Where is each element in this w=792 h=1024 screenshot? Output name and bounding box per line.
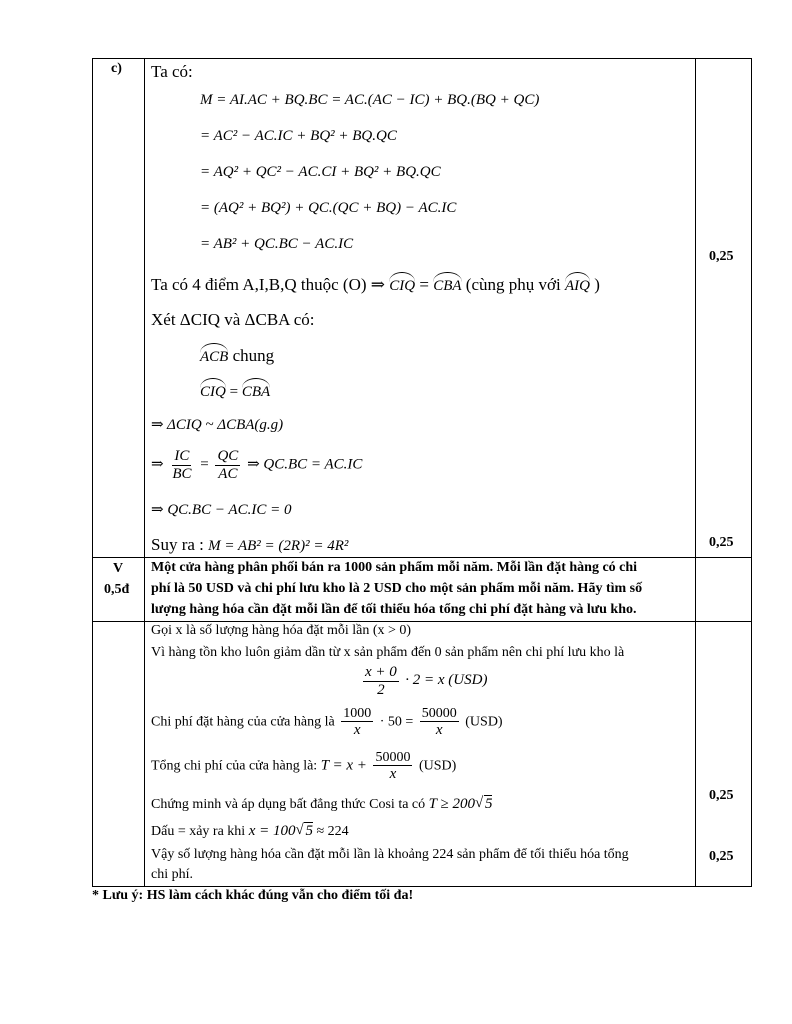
fraction-denominator: x xyxy=(353,722,361,739)
sqrt-symbol xyxy=(295,823,313,840)
score: 0,25 xyxy=(709,849,734,864)
angle-cba: CBA xyxy=(433,274,461,295)
equality-approx: ≈ 224 xyxy=(316,824,349,839)
angle-cba: CBA xyxy=(242,380,270,401)
problem-line-1: Một cửa hàng phân phối bán ra 1000 sản phẩm mỗi năm. Mỗi lần đặt hàng có chi xyxy=(151,560,638,575)
fraction-denominator: AC xyxy=(218,465,238,482)
total-cost-text: Tổng chi phí của cửa hàng là: xyxy=(151,758,318,774)
equation-line-3: = AQ² + QC² − AC.CI + BQ² + BQ.QC xyxy=(200,164,441,180)
fraction-denominator: BC xyxy=(172,465,192,482)
table-row-divider xyxy=(92,621,752,622)
zero-line: ⇒ QC.BC − AC.IC = 0 xyxy=(151,502,292,518)
equation-line-2: = AC² − AC.IC + BQ² + BQ.QC xyxy=(200,128,397,144)
table-border-top xyxy=(92,58,752,59)
fraction-denominator: x xyxy=(389,766,397,783)
final-line-2: chi phí. xyxy=(151,867,193,882)
storage-result: · 2 = x (USD) xyxy=(405,672,488,689)
solution-line-1: Gọi x là số lượng hàng hóa đặt mỗi lần (x > 0) xyxy=(151,623,412,638)
four-points-statement xyxy=(151,274,600,295)
cosi-line xyxy=(151,796,492,813)
table-column-divider xyxy=(695,58,696,887)
cosi-text: Chứng minh và áp dụng bất đẳng thức Cosi ta có xyxy=(151,797,426,812)
angle-ciq: CIQ xyxy=(200,380,226,401)
fraction-50000-x xyxy=(373,750,412,783)
complementary-text: (cùng phụ với xyxy=(465,275,561,294)
score: 0,25 xyxy=(709,249,734,264)
order-cost-text: Chi phí đặt hàng của cửa hàng là xyxy=(151,714,335,730)
fraction-ic-bc xyxy=(170,448,193,482)
question-label: V xyxy=(113,561,124,576)
table-column-divider xyxy=(144,58,145,887)
equation-line-4: = (AQ² + BQ²) + QC.(QC + BQ) − AC.IC xyxy=(200,200,457,216)
problem-line-3: lượng hàng hóa cần đặt mỗi lần để tối thiểu hóa tổng chi phí đặt hàng và lưu kho. xyxy=(151,602,637,617)
final-line-1: Vậy số lượng hàng hóa cần đặt mỗi lần là khoảng 224 sản phẩm để tối thiểu hóa tổng xyxy=(151,847,629,862)
cosi-equation: T ≥ 200 xyxy=(428,796,475,812)
fraction-numerator: 50000 xyxy=(421,706,457,721)
score: 0,25 xyxy=(709,788,734,803)
fraction-storage xyxy=(363,664,399,698)
common-text: chung xyxy=(232,346,275,365)
close-paren: ) xyxy=(594,275,600,294)
fraction-denominator: x xyxy=(435,722,443,739)
consider-triangles: Xét ΔCIQ và ΔCBA có: xyxy=(151,310,315,329)
score: 0,25 xyxy=(709,535,734,550)
conclusion-line xyxy=(151,535,348,555)
total-unit: (USD) xyxy=(418,758,457,774)
equality-equation: x = 100 xyxy=(248,823,296,839)
radicand: 5 xyxy=(305,823,313,839)
fraction-denominator: 2 xyxy=(377,681,385,698)
fraction-1000-x xyxy=(341,706,373,739)
equality-line xyxy=(151,823,349,840)
equality-text: Dấu = xảy ra khi xyxy=(151,824,246,839)
intro-text: Ta có: xyxy=(151,62,193,81)
equation-line-1: M = AI.AC + BQ.BC = AC.(AC − IC) + BQ.(BQ + QC) xyxy=(200,92,540,108)
row-label-c: c) xyxy=(111,61,122,76)
conclusion-equation: M = AB² = (2R)² = 4R² xyxy=(208,538,349,554)
order-cost-line xyxy=(151,706,503,739)
four-points-text: Ta có 4 điểm A,I,B,Q thuộc (O) ⇒ xyxy=(151,275,386,294)
fraction-numerator: 1000 xyxy=(343,706,372,721)
fraction-numerator: 50000 xyxy=(375,750,411,765)
storage-cost-formula xyxy=(360,664,487,698)
fraction-numerator: QC xyxy=(217,448,239,464)
table-border-bottom xyxy=(92,886,752,887)
fraction-50000-x xyxy=(420,706,459,739)
equals-sign: = xyxy=(229,384,239,400)
angle-ciq: CIQ xyxy=(389,274,415,295)
order-unit: (USD) xyxy=(465,714,503,730)
angle-acb: ACB xyxy=(200,345,228,366)
similarity-line: ⇒ ΔCIQ ~ ΔCBA(g.g) xyxy=(151,417,284,433)
total-cost-line xyxy=(151,750,456,783)
radicand: 5 xyxy=(484,796,493,812)
angle-aiq: AIQ xyxy=(565,274,590,295)
ratio-result: ⇒ QC.BC = AC.IC xyxy=(247,456,363,473)
table-border-right xyxy=(751,58,752,887)
grading-note: * Lưu ý: HS làm cách khác đúng vẫn cho điểm tối đa! xyxy=(92,888,414,903)
equation-line-5: = AB² + QC.BC − AC.IC xyxy=(200,236,354,252)
ratio-line xyxy=(151,448,362,482)
implies-arrow: ⇒ xyxy=(151,456,164,473)
problem-line-2: phí là 50 USD và chi phí lưu kho là 2 USD cho một sản phẩm mỗi năm. Hãy tìm số xyxy=(151,581,643,596)
order-multiply: · 50 = xyxy=(379,714,414,730)
table-border-left xyxy=(92,58,93,887)
common-angle-line xyxy=(200,345,274,366)
table-row-divider xyxy=(92,557,752,558)
fraction-numerator: x + 0 xyxy=(365,664,397,680)
conclusion-label: Suy ra : xyxy=(151,535,204,554)
fraction-qc-ac xyxy=(215,448,240,482)
fraction-numerator: IC xyxy=(174,448,190,464)
equal-angles-line xyxy=(200,380,270,401)
equals-sign: = xyxy=(200,456,209,473)
question-points: 0,5đ xyxy=(104,582,130,597)
solution-line-2: Vì hàng tồn kho luôn giảm dần từ x sản phẩm đến 0 sản phẩm nên chi phí lưu kho là xyxy=(151,645,625,660)
sqrt-symbol xyxy=(475,796,493,813)
total-equation: T = x + xyxy=(320,757,367,774)
equals-sign: = xyxy=(419,275,429,294)
